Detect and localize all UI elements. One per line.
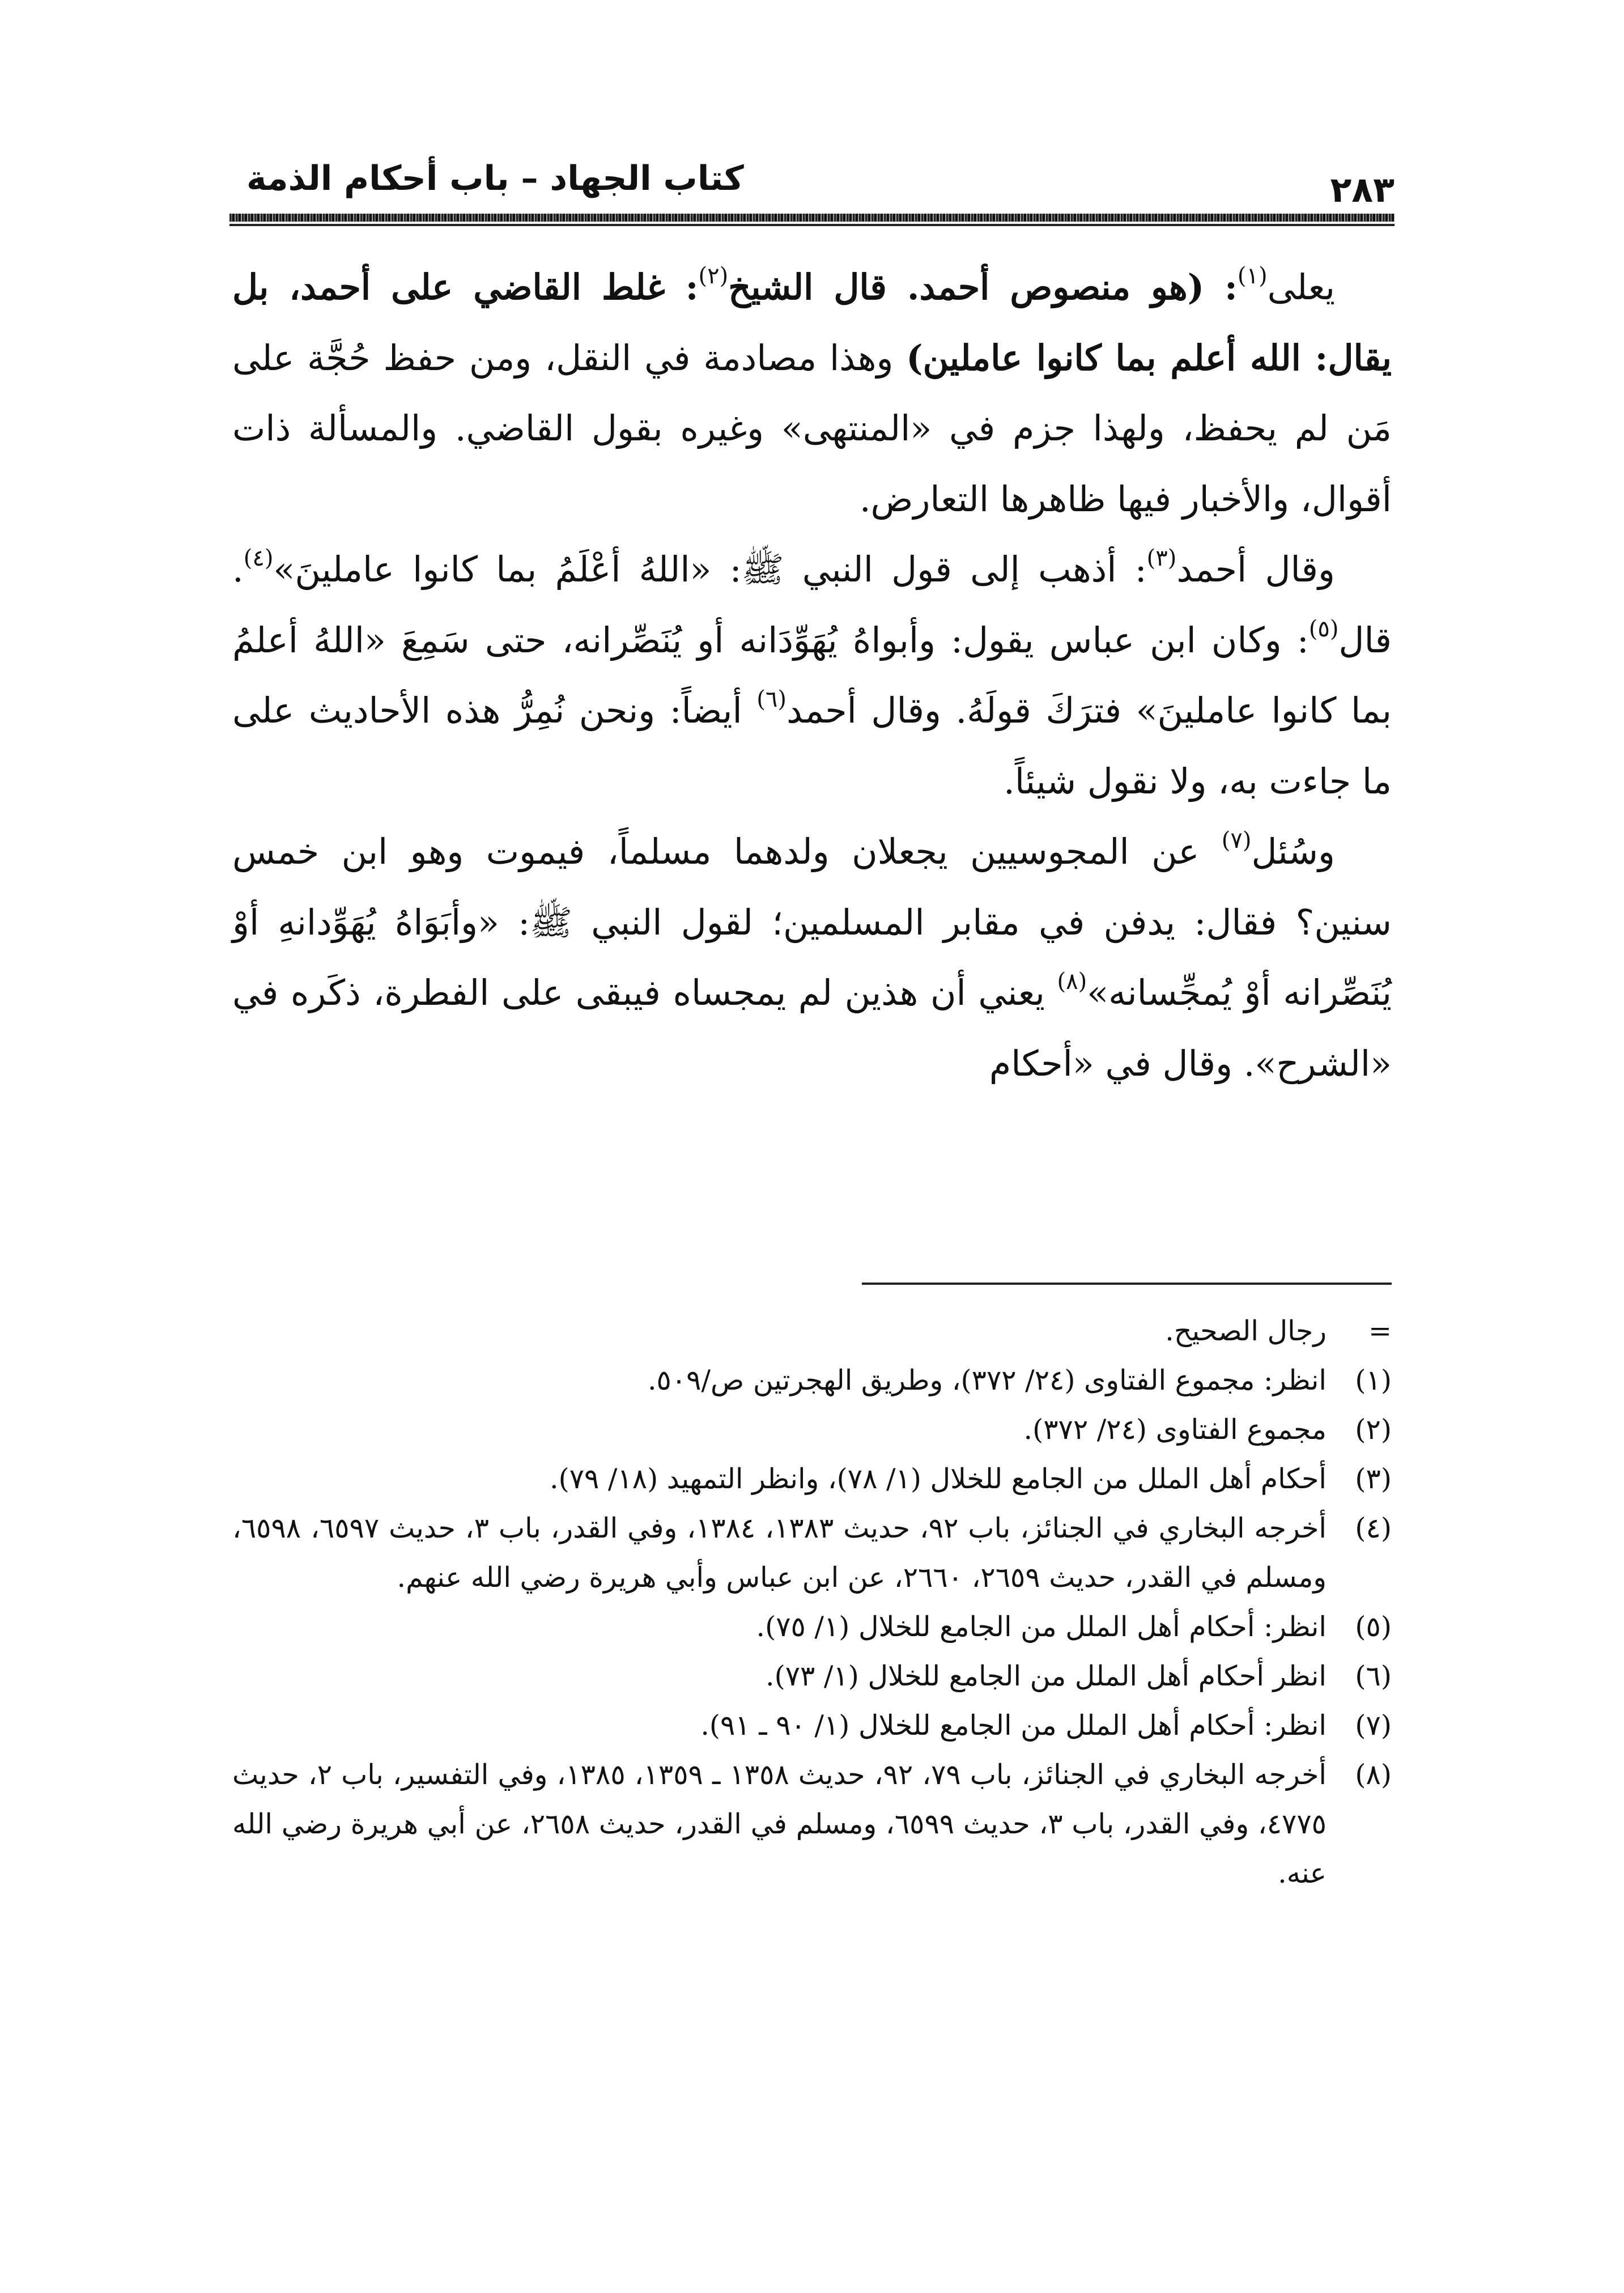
footnote-number: (٢) (1355, 1413, 1392, 1446)
header-rule (229, 214, 1395, 222)
text-run: وسُئل (1251, 831, 1335, 872)
footnote (232, 1602, 1392, 1651)
text-run: . قال (232, 549, 1392, 661)
footnote-text: انظر: أحكام أهل الملل من الجامع للخلال (١/ ٩٠ ـ ٩١). (700, 1709, 1327, 1742)
footnote-number: (٣) (1355, 1463, 1392, 1495)
footnote-ref: (٣) (1146, 545, 1177, 571)
text-run: عن المجوسيين يجعلان ولدهما مسلماً، فيموت وهو ابن خمس سنين؟ فقال: يدفن في مقابر المسلمين؛ لقول النبي ﷺ: «وأبَوَاهُ يُهَوِّدانهِ أوْ يُنَصِّرانه أوْ يُمجِّسانه» (232, 831, 1392, 1013)
footnote-text: مجموع الفتاوى (٢٤/ ٣٧٢). (1023, 1413, 1327, 1446)
footnote-number: (١) (1355, 1364, 1392, 1396)
footnote (232, 1651, 1392, 1701)
footnote-ref: (٧) (1221, 827, 1252, 853)
text-run: وقال أحمد (1176, 549, 1335, 590)
header-title: كتاب الجهاد – باب أحكام الذمة (246, 159, 744, 198)
footnote-number: (٥) (1355, 1611, 1392, 1643)
footnote-separator (862, 1283, 1392, 1285)
page-number: ٢٨٣ (1330, 169, 1395, 210)
footnote-text: انظر: مجموع الفتاوى (٢٤/ ٣٧٢)، وطريق الهجرتين ص/٥٠٩. (647, 1364, 1327, 1396)
text-run: يعلى (1267, 266, 1335, 308)
footnote-number: (٨) (1355, 1759, 1392, 1791)
text-run: : غلط القاضي على أحمد، بل يقال: الله أعلم بما كانوا عاملين) (232, 266, 1392, 379)
text-run: : أذهب إلى قول النبي ﷺ: «اللهُ أعْلَمُ بما كانوا عاملينَ» (273, 549, 1147, 590)
header-rule-thin (229, 224, 1395, 226)
footnote-text: انظر: أحكام أهل الملل من الجامع للخلال (١/ ٧٥). (756, 1611, 1327, 1643)
footnote-ref: (١) (1237, 263, 1268, 289)
text-run: يعني أن هذين لم يمجساه فيبقى على الفطرة، ذكَره في «الشرح». وقال في «أحكام (232, 972, 1392, 1084)
paragraph-1 (232, 252, 1392, 534)
footnote (232, 1454, 1392, 1504)
text-run: : (هو منصوص أحمد. قال الشيخ (728, 266, 1238, 308)
paragraph-3 (232, 817, 1392, 1099)
footnotes (232, 1306, 1392, 1898)
footnote-number: (٧) (1355, 1709, 1392, 1742)
footnote-number: (٤) (1355, 1512, 1392, 1544)
main-text (232, 252, 1392, 1099)
footnote (232, 1405, 1392, 1454)
text-run: : وكان ابن عباس يقول: وأبواهُ يُهَوِّدَانه أو يُنَصِّرانه، حتى سَمِعَ «اللهُ أعلمُ بما كانوا عاملينَ» فترَكَ قولَهُ. وقال أحمد (232, 619, 1392, 731)
footnote (232, 1306, 1392, 1356)
footnote-number: (٦) (1355, 1660, 1392, 1692)
footnote (232, 1750, 1392, 1898)
footnote-ref: (٦) (756, 686, 787, 712)
footnote (232, 1504, 1392, 1602)
footnote-ref: (٢) (698, 263, 729, 289)
text-run: وهذا مصادمة في النقل، ومن حفظ حُجَّة على مَن لم يحفظ، ولهذا جزم في «المنتهى» وغيره بقول القاضي. والمسألة ذات أقوال، والأخبار فيها ظاهرها التعارض. (232, 337, 1392, 520)
running-header (229, 145, 1395, 230)
footnote (232, 1701, 1392, 1750)
footnote-ref: (٤) (243, 545, 274, 571)
footnote (232, 1356, 1392, 1405)
footnote-number: = (1368, 1315, 1392, 1347)
paragraph-2 (232, 534, 1392, 817)
footnote-text: أخرجه البخاري في الجنائز، باب ٧٩، ٩٢، حديث ١٣٥٨ ـ ١٣٥٩، ١٣٨٥، وفي التفسير، باب ٢، حديث ٤٧٧٥، وفي القدر، باب ٣، حديث ٦٥٩٩، ومسلم في القدر، حديث ٢٦٥٨، عن أبي هريرة رضي الله عنه. (232, 1759, 1327, 1889)
footnote-text: أخرجه البخاري في الجنائز، باب ٩٢، حديث ١٣٨٣، ١٣٨٤، وفي القدر، باب ٣، حديث ٦٥٩٧، ٦٥٩٨، ومسلم في القدر، حديث ٢٦٥٩، ٢٦٦٠، عن ابن عباس وأبي هريرة رضي الله عنهم. (232, 1512, 1327, 1594)
text-run: أيضاً: ونحن نُمِرُّ هذه الأحاديث على ما جاءت به، ولا نقول شيئاً. (232, 690, 1392, 802)
footnote-text: أحكام أهل الملل من الجامع للخلال (١/ ٧٨)، وانظر التمهيد (١٨/ ٧٩). (550, 1463, 1327, 1495)
footnote-text: رجال الصحيح. (1165, 1315, 1327, 1347)
footnote-ref: (٨) (1057, 969, 1087, 995)
footnote-ref: (٥) (1308, 615, 1339, 642)
footnote-text: انظر أحكام أهل الملل من الجامع للخلال (١/ ٧٣). (766, 1660, 1327, 1692)
